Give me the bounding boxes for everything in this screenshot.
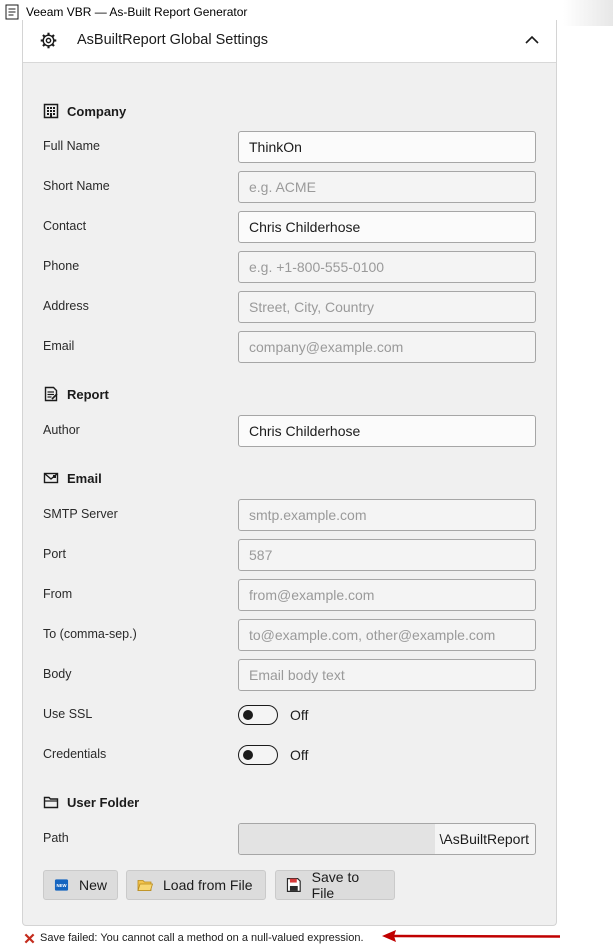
full-name-input[interactable] [238, 131, 536, 163]
path-input[interactable] [238, 823, 536, 855]
section-email [43, 470, 102, 486]
section-email-title: Email [67, 470, 102, 486]
save-to-file-label: Save to File [311, 869, 360, 901]
port-label: Port [43, 547, 66, 561]
phone-input[interactable] [238, 251, 536, 283]
toggle-knob [243, 710, 253, 720]
phone-label: Phone [43, 259, 80, 273]
use-ssl-toggle[interactable] [238, 705, 278, 725]
redacted-path-segment [239, 824, 435, 854]
save-to-file-button[interactable] [275, 870, 395, 900]
building-icon [43, 103, 59, 119]
load-from-file-button[interactable] [126, 870, 266, 900]
section-report-title: Report [67, 386, 109, 402]
short-name-input[interactable] [238, 171, 536, 203]
settings-panel [22, 20, 557, 926]
company-email-label: Email [43, 339, 75, 353]
load-from-file-label: Load from File [163, 877, 253, 893]
from-input[interactable] [238, 579, 536, 611]
window-shadow [563, 0, 613, 26]
address-input[interactable] [238, 291, 536, 323]
body-label: Body [43, 667, 72, 681]
path-value: \AsBuiltReport [439, 831, 529, 847]
error-x-icon [24, 933, 35, 944]
credentials-state: Off [290, 747, 309, 763]
from-label: From [43, 587, 73, 601]
short-name-label: Short Name [43, 179, 110, 193]
path-label: Path [43, 831, 69, 845]
window-title: Veeam VBR — As-Built Report Generator [26, 5, 248, 19]
new-button-label: New [78, 877, 107, 893]
toggle-knob [243, 750, 253, 760]
use-ssl-label: Use SSL [43, 707, 93, 721]
red-arrow-icon [380, 928, 562, 944]
gear-icon [40, 32, 57, 49]
new-icon [54, 877, 69, 893]
svg-text:NEW: NEW [56, 883, 67, 889]
credentials-toggle[interactable] [238, 745, 278, 765]
report-icon [43, 386, 59, 402]
section-user-folder [43, 794, 139, 810]
author-label: Author [43, 423, 80, 437]
section-report [43, 386, 109, 402]
section-user-folder-title: User Folder [67, 794, 140, 810]
section-company [43, 103, 126, 119]
status-message [24, 932, 364, 944]
to-input[interactable] [238, 619, 536, 651]
status-text: Save failed: You cannot call a method on a null-valued expression. [40, 932, 364, 944]
panel-header[interactable] [23, 20, 556, 63]
app-icon [4, 4, 20, 20]
folder-icon [43, 794, 59, 810]
new-button[interactable] [43, 870, 118, 900]
chevron-up-icon[interactable] [524, 33, 540, 47]
smtp-server-label: SMTP Server [43, 507, 118, 521]
body-input[interactable] [238, 659, 536, 691]
full-name-label: Full Name [43, 139, 100, 153]
section-company-title: Company [67, 103, 127, 119]
folder-open-icon [137, 877, 153, 893]
smtp-server-input[interactable] [238, 499, 536, 531]
author-input[interactable] [238, 415, 536, 447]
contact-label: Contact [43, 219, 87, 233]
envelope-icon [43, 470, 59, 486]
port-input[interactable] [238, 539, 536, 571]
contact-input[interactable] [238, 211, 536, 243]
floppy-disk-icon [286, 877, 302, 893]
use-ssl-state: Off [290, 707, 309, 723]
company-email-input[interactable] [238, 331, 536, 363]
credentials-label: Credentials [43, 747, 107, 761]
panel-title: AsBuiltReport Global Settings [77, 32, 269, 48]
to-label: To (comma-sep.) [43, 627, 137, 641]
address-label: Address [43, 299, 89, 313]
